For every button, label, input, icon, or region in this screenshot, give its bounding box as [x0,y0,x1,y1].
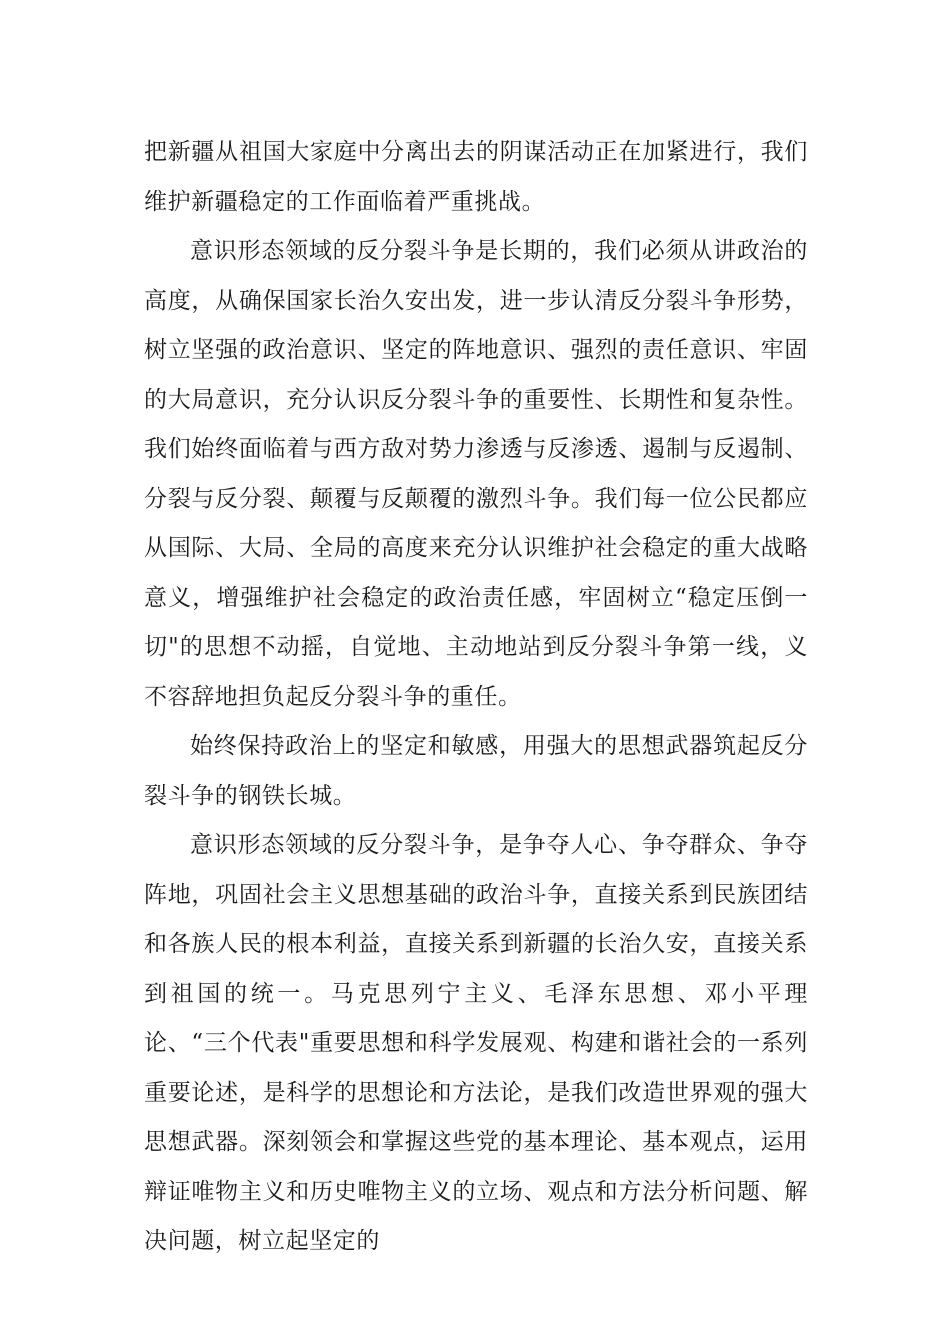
document-body [144,128,808,1267]
paragraph: 意识形态领域的反分裂斗争，是争夺人心、争夺群众、争夺阵地，巩固社会主义思想基础的政治斗争，直接关系到民族团结和各族人民的根本利益，直接关系到新疆的长治久安，直接关系到祖国的统一。马克思列宁主义、毛泽东思想、邓小平理论、“三个代表"重要思想和科学发展观、构建和谐社会的一系列重要论述，是科学的思想论和方法论，是我们改造世界观的强大思想武器。深刻领会和掌握这些党的基本理论、基本观点，运用辩证唯物主义和历史唯物主义的立场、观点和方法分析问题、解决问题，树立起坚定的 [144,832,808,1254]
paragraph: 意识形态领域的反分裂斗争是长期的，我们必须从讲政治的高度，从确保国家长治久安出发，进一步认清反分裂斗争形势，树立坚强的政治意识、坚定的阵地意识、强烈的责任意识、牢固的大局意识，充分认识反分裂斗争的重要性、长期性和复杂性。我们始终面临着与西方敌对势力渗透与反渗透、遏制与反遏制、分裂与反分裂、颠覆与反颠覆的激烈斗争。我们每一位公民都应从国际、大局、全局的高度来充分认识维护社会稳定的重大战略意义，增强维护社会稳定的政治责任感，牢固树立“稳定压倒一切"的思想不动摇，自觉地、主动地站到反分裂斗争第一线，义不容辞地担负起反分裂斗争的重任。 [144,238,808,710]
paragraph-continuation: 把新疆从祖国大家庭中分离出去的阴谋活动正在加紧进行，我们维护新疆稳定的工作面临着严重挑战。 [144,139,808,215]
paragraph: 始终保持政治上的坚定和敏感，用强大的思想武器筑起反分裂斗争的钢铁长城。 [144,733,808,809]
